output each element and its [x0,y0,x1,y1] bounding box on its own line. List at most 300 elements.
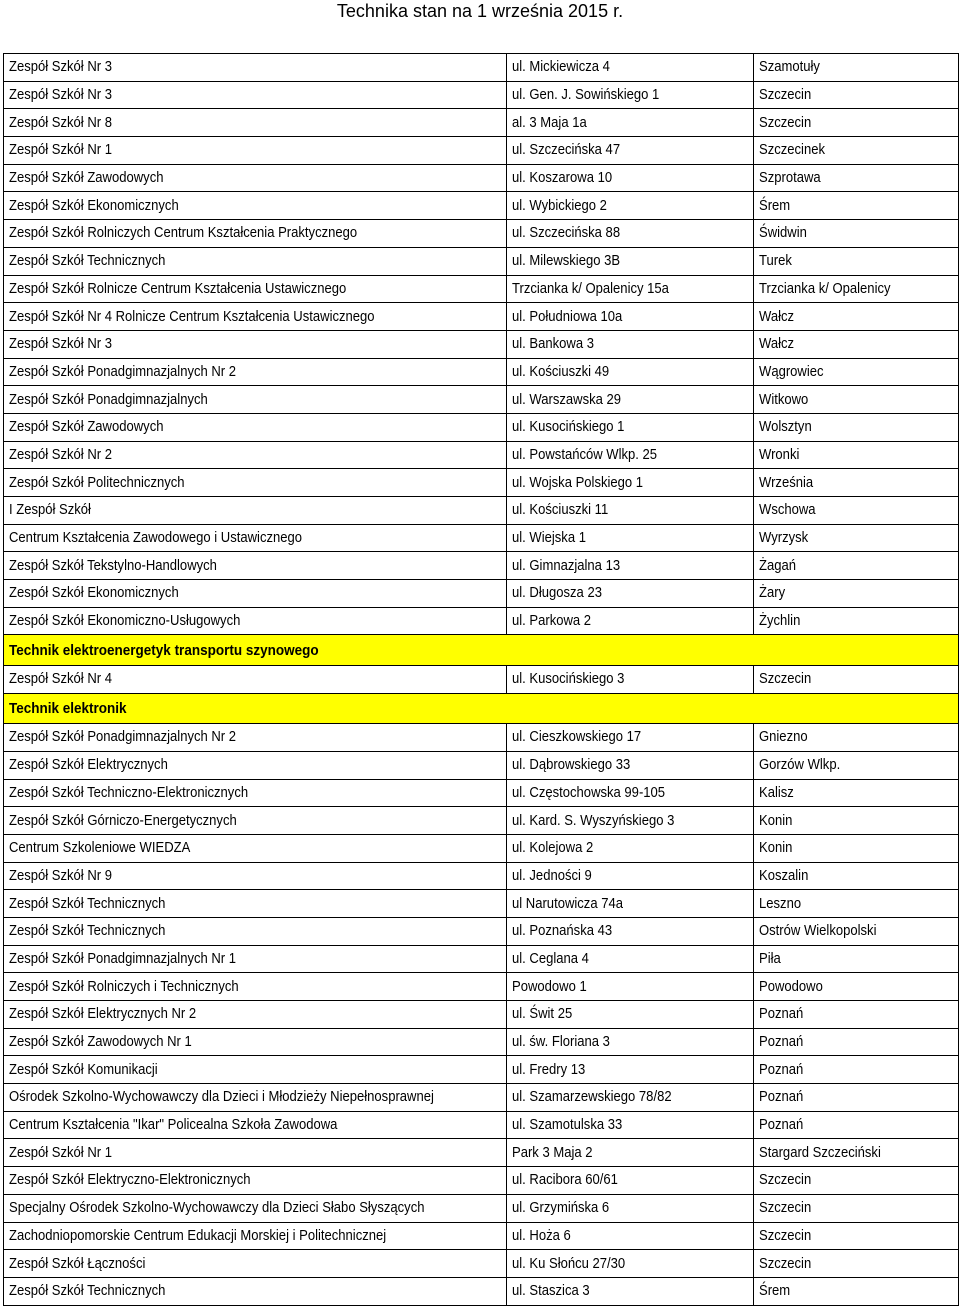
table-row [4,497,959,525]
school-address-cell [507,1029,754,1056]
school-address-cell [507,442,754,469]
table-row [4,442,959,470]
school-city-cell [754,165,959,192]
table-row [4,1029,959,1057]
school-name-cell [4,248,507,275]
school-name: Zespół Szkół Nr 3 [9,59,112,76]
school-address: Trzcianka k/ Opalenicy 15a [512,280,669,297]
school-name: Centrum Kształcenia "Ikar" Policealna Szkoła Zawodowa [9,1117,338,1134]
school-name-cell [4,1112,507,1139]
school-city-cell [754,1278,959,1305]
school-city: Września [759,474,814,491]
school-name: Zespół Szkół Nr 3 [9,87,112,104]
school-city: Trzcianka k/ Opalenicy [759,280,891,297]
school-address: ul. Kusocińskiego 3 [512,671,625,688]
school-name-cell [4,414,507,441]
school-city-cell [754,946,959,973]
school-address-cell [507,890,754,917]
school-city: Gorzów Wlkp. [759,757,841,774]
school-address-cell [507,724,754,751]
school-city: Leszno [759,895,802,912]
school-city: Szczecin [759,1200,812,1217]
school-address-cell [507,973,754,1000]
school-address-cell [507,248,754,275]
school-city-cell [754,1167,959,1194]
school-name-cell [4,780,507,807]
school-address-cell [507,835,754,862]
school-name: Centrum Szkoleniowe WIEDZA [9,840,191,857]
table-row [4,276,959,304]
school-city: Piła [759,950,781,967]
school-name: Zespół Szkół Rolnicze Centrum Kształcenia Ustawicznego [9,280,347,297]
school-city-cell [754,331,959,358]
school-name-cell [4,1029,507,1056]
school-address-cell [507,331,754,358]
school-name-cell [4,1278,507,1305]
table-row [4,137,959,165]
table-row [4,1223,959,1251]
school-address: ul. Kusocińskiego 1 [512,419,625,436]
school-address: ul. Wiejska 1 [512,530,586,547]
school-city: Świdwin [759,225,807,242]
school-city-cell [754,220,959,247]
school-city: Wałcz [759,308,795,325]
school-city: Szczecinek [759,142,826,159]
profession-label: Technik elektroenergetyk transportu szynowego [9,641,319,659]
school-name-cell [4,359,507,386]
school-address-cell [507,780,754,807]
school-city: Szczecin [759,87,812,104]
school-address-cell [507,1195,754,1222]
school-city-cell [754,1084,959,1111]
school-address-cell [507,1139,754,1166]
school-address: ul. Parkowa 2 [512,613,592,630]
table-row [4,469,959,497]
school-address: ul. Fredry 13 [512,1061,586,1078]
table-row [4,552,959,580]
table-row [4,863,959,891]
school-name: Zespół Szkół Górniczo-Energetycznych [9,812,237,829]
school-address-cell [507,165,754,192]
school-city: Żary [759,585,786,602]
school-city-cell [754,469,959,496]
school-address: ul. Świt 25 [512,1006,573,1023]
school-city: Turek [759,253,792,270]
school-address-cell [507,137,754,164]
school-city-cell [754,890,959,917]
school-name: Zespół Szkół Nr 4 Rolnicze Centrum Kształcenia Ustawicznego [9,308,375,325]
profession-header [4,635,959,665]
school-address-cell [507,109,754,136]
table-row [4,386,959,414]
table-row [4,752,959,780]
school-name-cell [4,724,507,751]
school-city-cell [754,414,959,441]
school-address: ul. Szamotulska 33 [512,1117,623,1134]
school-city: Poznań [759,1089,804,1106]
school-city: Poznań [759,1006,804,1023]
school-city: Konin [759,840,793,857]
school-name: Zespół Szkół Ponadgimnazjalnych Nr 2 [9,363,237,380]
school-city: Wągrowiec [759,363,824,380]
school-address: ul. Powstańców Wlkp. 25 [512,446,658,463]
school-name: Zespół Szkół Ponadgimnazjalnych Nr 2 [9,729,237,746]
school-city-cell [754,863,959,890]
school-city: Wronki [759,446,800,463]
school-name-cell [4,1139,507,1166]
table-row [4,580,959,608]
school-city-cell [754,359,959,386]
school-address: ul. Poznańska 43 [512,923,613,940]
school-city: Wałcz [759,336,795,353]
table-row [4,525,959,553]
school-name-cell [4,1167,507,1194]
school-address: ul. św. Floriana 3 [512,1034,610,1051]
school-name-cell [4,165,507,192]
school-city-cell [754,248,959,275]
school-city-cell [754,918,959,945]
school-address-cell [507,192,754,219]
school-name: Zespół Szkół Zawodowych [9,170,164,187]
school-address: ul. Kościuszki 49 [512,363,610,380]
school-name-cell [4,303,507,330]
school-city: Poznań [759,1117,804,1134]
school-address: ul. Ku Słońcu 27/30 [512,1255,626,1272]
table-row [4,414,959,442]
school-city-cell [754,109,959,136]
school-name: Zespół Szkół Ekonomiczno-Usługowych [9,613,241,630]
school-city: Szczecin [759,671,812,688]
school-name: Ośrodek Szkolno-Wychowawczy dla Dzieci i Młodzieży Niepełnosprawnej [9,1089,434,1106]
school-city-cell [754,1112,959,1139]
school-address-cell [507,54,754,81]
school-address: ul. Mickiewicza 4 [512,59,610,76]
school-address: ul. Południowa 10a [512,308,623,325]
school-address: ul. Koszarowa 10 [512,170,613,187]
school-name: Zespół Szkół Technicznych [9,253,166,270]
school-city: Żychlin [759,613,801,630]
school-city-cell [754,835,959,862]
school-name: Zespół Szkół Rolniczych i Technicznych [9,978,239,995]
school-name-cell [4,469,507,496]
table-row [4,303,959,331]
schools-table [3,53,959,1306]
school-address-cell [507,386,754,413]
school-address: ul. Wojska Polskiego 1 [512,474,644,491]
school-address: ul. Ceglana 4 [512,950,589,967]
school-name-cell [4,863,507,890]
school-city-cell [754,303,959,330]
table-row [4,192,959,220]
school-address: ul. Dąbrowskiego 33 [512,757,631,774]
school-name-cell [4,890,507,917]
school-city: Wschowa [759,502,816,519]
school-address: ul. Gimnazjalna 13 [512,557,621,574]
school-name-cell [4,220,507,247]
school-address: ul. Szczecińska 47 [512,142,621,159]
school-address: ul. Kościuszki 11 [512,502,609,519]
table-row [4,807,959,835]
school-name: Zespół Szkół Zawodowych [9,419,164,436]
school-address-cell [507,1112,754,1139]
table-row [4,331,959,359]
school-city: Śrem [759,1283,791,1300]
profession-header [4,694,959,724]
school-city: Wolsztyn [759,419,812,436]
school-name: Zespół Szkół Politechnicznych [9,474,185,491]
school-address-cell [507,1056,754,1083]
school-city-cell [754,807,959,834]
school-city-cell [754,137,959,164]
school-name: Zespół Szkół Nr 2 [9,446,112,463]
school-city-cell [754,1029,959,1056]
table-row [4,1001,959,1029]
school-address-cell [507,863,754,890]
school-address-cell [507,1001,754,1028]
school-city-cell [754,276,959,303]
school-name: Zespół Szkół Nr 4 [9,671,112,688]
school-city-cell [754,780,959,807]
school-name-cell [4,82,507,109]
table-row [4,724,959,752]
school-name-cell [4,1223,507,1250]
school-city: Szamotuły [759,59,820,76]
school-address-cell [507,1278,754,1305]
table-row [4,666,959,694]
school-address: Powodowo 1 [512,978,587,995]
school-address: ul. Staszica 3 [512,1283,590,1300]
school-name-cell [4,918,507,945]
school-name-cell [4,54,507,81]
school-address: ul. Kolejowa 2 [512,840,594,857]
school-address-cell [507,303,754,330]
school-city-cell [754,552,959,579]
school-address: ul. Bankowa 3 [512,336,594,353]
profession-header-row [4,635,959,666]
table-row [4,1112,959,1140]
school-address-cell [507,807,754,834]
table-row [4,1056,959,1084]
school-name-cell [4,752,507,779]
school-city: Żagań [759,557,797,574]
school-name-cell [4,109,507,136]
school-name: Zespół Szkół Technicznych [9,923,166,940]
school-city: Szczecin [759,1172,812,1189]
school-name: Zespół Szkół Tekstylno-Handlowych [9,557,217,574]
school-city-cell [754,525,959,552]
school-city-cell [754,54,959,81]
school-address: ul. Jedności 9 [512,867,592,884]
school-address-cell [507,608,754,635]
school-city-cell [754,82,959,109]
school-name: Zespół Szkół Technicznych [9,1283,166,1300]
school-address: ul. Częstochowska 99-105 [512,784,666,801]
school-name-cell [4,1250,507,1277]
school-name-cell [4,1056,507,1083]
school-name: Zespół Szkół Ekonomicznych [9,585,179,602]
school-name: Zespół Szkół Rolniczych Centrum Kształcenia Praktycznego [9,225,358,242]
school-address-cell [507,580,754,607]
table-row [4,220,959,248]
school-name: Zespół Szkół Nr 8 [9,114,112,131]
table-row [4,973,959,1001]
school-address: ul. Hoża 6 [512,1227,571,1244]
school-name-cell [4,1195,507,1222]
table-row [4,1278,959,1306]
school-address: Park 3 Maja 2 [512,1144,593,1161]
profession-header-row [4,694,959,725]
school-name-cell [4,580,507,607]
school-name: Zespół Szkół Elektrycznych Nr 2 [9,1006,197,1023]
school-name-cell [4,946,507,973]
school-address: ul. Milewskiego 3B [512,253,621,270]
school-name: Zespół Szkół Ekonomicznych [9,197,179,214]
school-address-cell [507,359,754,386]
school-address-cell [507,276,754,303]
school-address-cell [507,82,754,109]
school-name-cell [4,608,507,635]
table-row [4,890,959,918]
school-city-cell [754,386,959,413]
table-row [4,359,959,387]
table-row [4,165,959,193]
table-row [4,1084,959,1112]
table-row [4,54,959,82]
school-address-cell [507,1223,754,1250]
school-address: ul. Długosza 23 [512,585,602,602]
school-name: Zespół Szkół Techniczno-Elektronicznych [9,784,249,801]
school-city: Szprotawa [759,170,821,187]
school-name-cell [4,1084,507,1111]
profession-label: Technik elektronik [9,699,127,717]
school-city: Wyrzysk [759,530,809,547]
table-row [4,1139,959,1167]
school-city-cell [754,580,959,607]
school-address: ul. Gen. J. Sowińskiego 1 [512,87,660,104]
school-name-cell [4,442,507,469]
table-row [4,946,959,974]
table-row [4,1167,959,1195]
school-name: Zespół Szkół Nr 9 [9,867,112,884]
school-address: ul. Grzymińska 6 [512,1200,610,1217]
school-address-cell [507,666,754,693]
school-city-cell [754,1250,959,1277]
school-name: Zespół Szkół Nr 1 [9,142,112,159]
school-city-cell [754,973,959,1000]
school-city: Ostrów Wielkopolski [759,923,877,940]
table-row [4,82,959,110]
table-row [4,1195,959,1223]
school-city: Witkowo [759,391,809,408]
school-city-cell [754,192,959,219]
school-city: Śrem [759,197,791,214]
school-address-cell [507,752,754,779]
school-address: ul. Cieszkowskiego 17 [512,729,642,746]
school-address: ul. Szczecińska 88 [512,225,621,242]
school-name: Zespół Szkół Zawodowych Nr 1 [9,1034,192,1051]
school-name-cell [4,331,507,358]
table-row [4,109,959,137]
school-address-cell [507,918,754,945]
school-name-cell [4,552,507,579]
school-name: Zespół Szkół Ponadgimnazjalnych [9,391,208,408]
school-name-cell [4,192,507,219]
school-address: ul Narutowicza 74a [512,895,623,912]
school-address-cell [507,1084,754,1111]
school-city: Szczecin [759,1227,812,1244]
school-name: Zespół Szkół Komunikacji [9,1061,158,1078]
school-name-cell [4,666,507,693]
school-city: Stargard Szczeciński [759,1144,881,1161]
school-address-cell [507,414,754,441]
school-city-cell [754,724,959,751]
table-row [4,1250,959,1278]
school-name-cell [4,973,507,1000]
school-name: Zespół Szkół Technicznych [9,895,166,912]
table-row [4,608,959,636]
school-address: ul. Warszawska 29 [512,391,622,408]
school-city-cell [754,666,959,693]
school-name: Zespół Szkół Nr 1 [9,1144,112,1161]
school-address-cell [507,1167,754,1194]
school-city: Poznań [759,1061,804,1078]
table-row [4,780,959,808]
school-address-cell [507,946,754,973]
school-city-cell [754,608,959,635]
school-city: Kalisz [759,784,794,801]
school-name: Zespół Szkół Ponadgimnazjalnych Nr 1 [9,950,237,967]
school-address: ul. Szamarzewskiego 78/82 [512,1089,672,1106]
school-address: al. 3 Maja 1a [512,114,587,131]
school-city-cell [754,497,959,524]
school-name-cell [4,525,507,552]
school-address: ul. Racibora 60/61 [512,1172,618,1189]
school-city-cell [754,1056,959,1083]
school-name-cell [4,1001,507,1028]
school-address-cell [507,552,754,579]
school-name: I Zespół Szkół [9,502,91,519]
school-name-cell [4,137,507,164]
school-name: Zespół Szkół Elektryczno-Elektronicznych [9,1172,251,1189]
school-city-cell [754,752,959,779]
school-name-cell [4,835,507,862]
school-city-cell [754,1195,959,1222]
school-city-cell [754,1223,959,1250]
school-name-cell [4,276,507,303]
school-city: Szczecin [759,114,812,131]
school-name-cell [4,497,507,524]
table-row [4,918,959,946]
school-address: ul. Wybickiego 2 [512,197,607,214]
school-name: Zespół Szkół Nr 3 [9,336,112,353]
school-address-cell [507,1250,754,1277]
school-city: Szczecin [759,1255,812,1272]
school-name: Centrum Kształcenia Zawodowego i Ustawicznego [9,530,303,547]
school-address-cell [507,525,754,552]
school-name-cell [4,386,507,413]
school-name: Specjalny Ośrodek Szkolno-Wychowawczy dla Dzieci Słabo Słyszących [9,1200,425,1217]
school-city: Poznań [759,1034,804,1051]
school-city: Koszalin [759,867,809,884]
table-row [4,248,959,276]
school-city-cell [754,1139,959,1166]
school-name-cell [4,807,507,834]
school-address-cell [507,497,754,524]
school-address: ul. Kard. S. Wyszyńskiego 3 [512,812,675,829]
table-row [4,835,959,863]
school-name: Zespół Szkół Łączności [9,1255,146,1272]
school-city-cell [754,442,959,469]
